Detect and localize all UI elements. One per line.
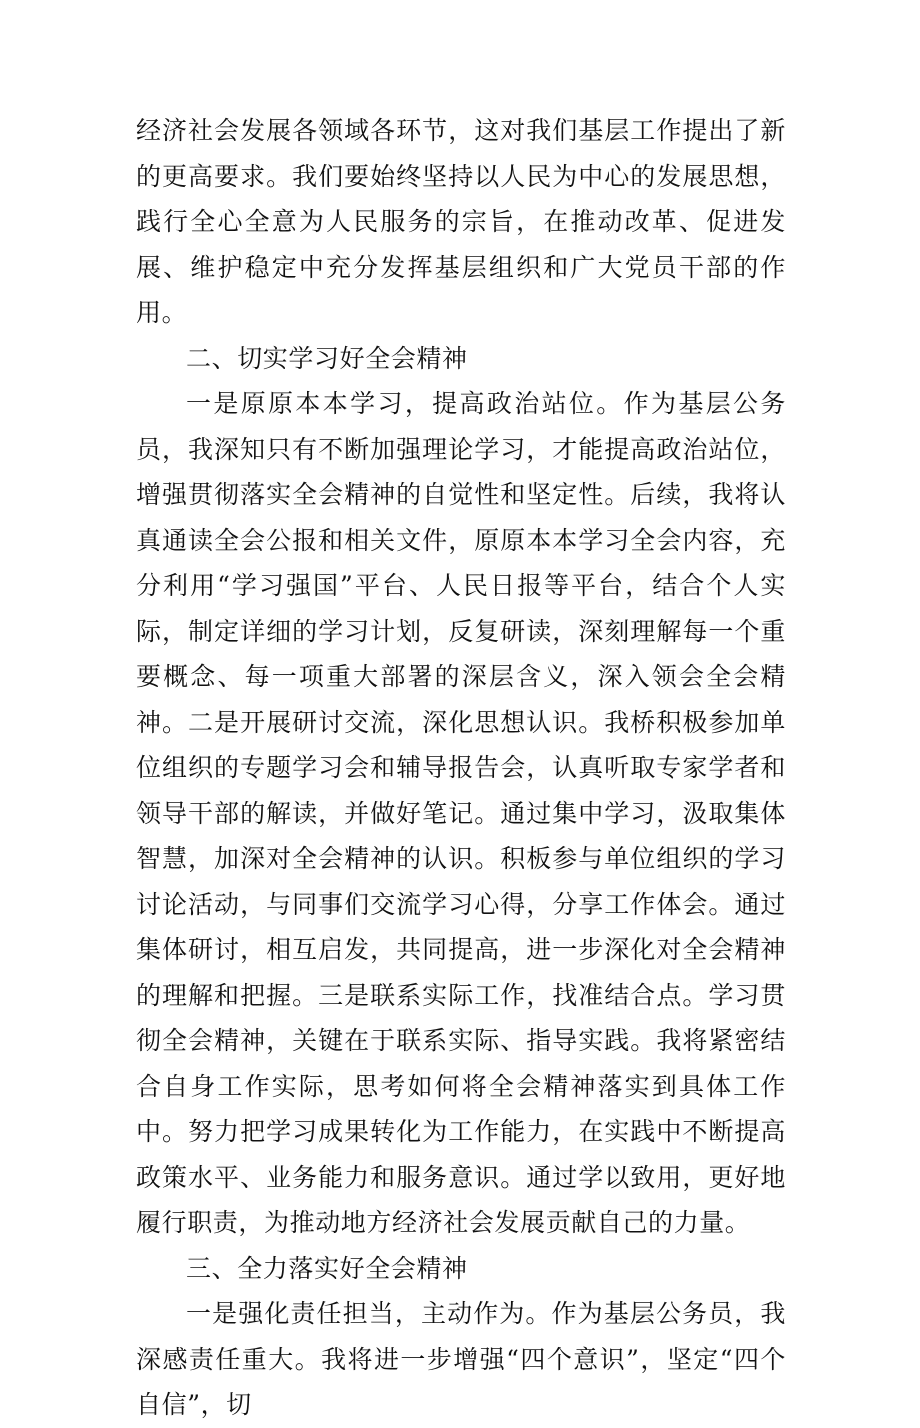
section-heading-2: 二、切实学习好全会精神 — [186, 343, 468, 373]
paragraph-continuation: 经济社会发展各领域各环节，这对我们基层工作提出了新的更高要求。我们要始终坚持以人民为中心的发展思想，践行全心全意为人民服务的宗旨，在推动改革、促进发展、维护稳定中充分发挥基层组织和广大党员干部的作用。 — [136, 116, 786, 327]
paragraph-study: 一是原原本本学习，提高政治站位。作为基层公务员，我深知只有不断加强理论学习，才能提高政治站位，增强贯彻落实全会精神的自觉性和坚定性。后续，我将认真通读全会公报和相关文件，原原本本学习全会内容，充分利用“学习强国”平台、人民日报等平台，结合个人实际，制定详细的学习计划，反复研读，深刻理解每一个重要概念、每一项重大部署的深层含义，深入领会全会精神。二是开展研讨交流，深化思想认识。我桥积极参加单位组织的专题学习会和辅导报告会，认真听取专家学者和领导干部的解读，并做好笔记。通过集中学习，汲取集体智慧，加深对全会精神的认识。积板参与单位组织的学习讨论活动，与同事们交流学习心得，分享工作体会。通过集体研讨，相互启发，共同提高，进一步深化对全会精神的理解和把握。三是联系实际工作，找准结合点。学习贯彻全会精神，关键在于联系实际、指导实践。我将紧密结合自身工作实际，思考如何将全会精神落实到具体工作中。努力把学习成果转化为工作能力，在实践中不断提高政策水平、业务能力和服务意识。通过学以致用，更好地履行职责，为推动地方经济社会发展贡献自己的力量。 — [136, 389, 786, 1237]
section-heading-3: 三、全力落实好全会精神 — [186, 1253, 468, 1283]
paragraph-implement: 一是强化责任担当，主动作为。作为基层公务员，我深感责任重大。我将进一步增强“四个意识”，坚定“四个自信”，切 — [136, 1299, 786, 1419]
document-page — [136, 108, 786, 1428]
